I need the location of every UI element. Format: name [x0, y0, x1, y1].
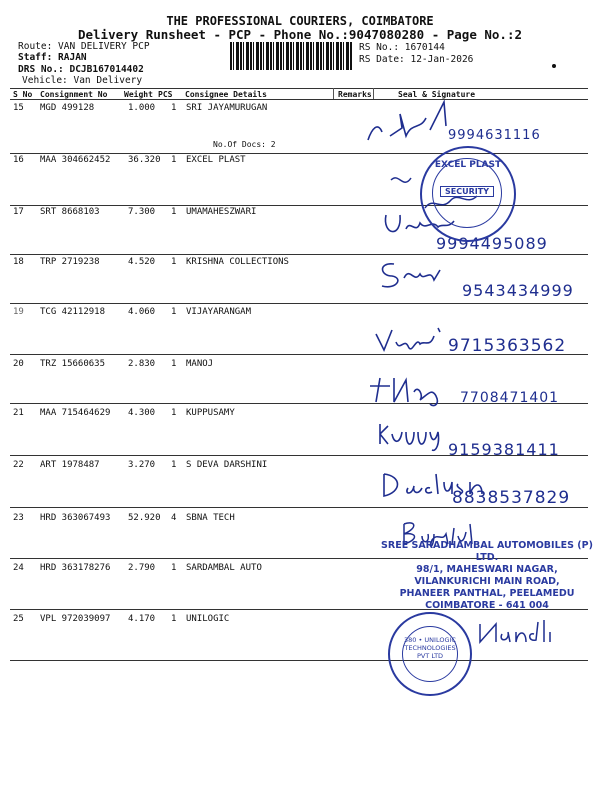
row-sno: 18	[13, 257, 24, 267]
row-sno: 20	[13, 359, 24, 369]
row-consignment: MAA 715464629	[40, 408, 111, 418]
signature-scribble-19	[372, 322, 452, 362]
row-sno: 25	[13, 614, 24, 624]
row-consignment: TRZ 15660635	[40, 359, 106, 369]
staff-label: Staff: RAJAN	[18, 52, 87, 63]
security-label: SECURITY	[440, 186, 494, 197]
row-consignment: HRD 363067493	[40, 513, 111, 523]
row-consignee: KRISHNA COLLECTIONS	[186, 257, 289, 267]
handwritten-phone-17: 9994495089	[436, 234, 548, 253]
saradhambal-city: COIMBATORE - 641 004	[425, 600, 549, 611]
row-pcs: 4	[171, 513, 177, 523]
excel-plast-stamp	[420, 146, 516, 242]
row-sno: 21	[13, 408, 24, 418]
mark-dot	[552, 64, 556, 68]
saradhambal-name: SREE SARADHAMBAL AUTOMOBILES (P) LTD.	[381, 540, 593, 563]
row-pcs: 1	[171, 307, 177, 317]
barcode	[230, 42, 352, 70]
company-title: THE PROFESSIONAL COURIERS, COIMBATORE	[166, 14, 434, 28]
row-weight: 36.320	[128, 155, 161, 165]
row-weight: 4.520	[128, 257, 156, 267]
signature-scribble-18	[374, 256, 454, 292]
row-weight: 4.060	[128, 307, 156, 317]
row-weight: 3.270	[128, 460, 156, 470]
table-row	[0, 100, 600, 154]
vehicle-label: Vehicle: Van Delivery	[22, 75, 143, 86]
col-consignee: Consignee Details	[185, 90, 267, 99]
row-weight: 4.170	[128, 614, 156, 624]
row-pcs: 1	[171, 460, 177, 470]
row-sno: 16	[13, 155, 24, 165]
row-consignment: SRT 8668103	[40, 207, 100, 217]
row-consignee: S DEVA DARSHINI	[186, 460, 268, 470]
signature-scribble-21	[374, 416, 454, 456]
row-consignee: UMAMAHESZWARI	[186, 207, 257, 217]
row-consignee: SBNA TECH	[186, 513, 235, 523]
row-sno: 15	[13, 103, 24, 113]
unilogic-stamp	[388, 612, 472, 696]
route-label: Route: VAN DELIVERY PCP	[18, 41, 150, 52]
row-consignee: SARDAMBAL AUTO	[186, 563, 262, 573]
handwritten-phone-22: 8838537829	[452, 488, 571, 508]
row-consignee: SRI JAYAMURUGAN	[186, 103, 268, 113]
row-consignment: MAA 304662452	[40, 155, 111, 165]
handwritten-phone-15: 9994631116	[448, 128, 541, 143]
row-sno: 22	[13, 460, 24, 470]
row-consignee: VIJAYARANGAM	[186, 307, 252, 317]
row-pcs: 1	[171, 103, 177, 113]
handwritten-phone-18: 9543434999	[462, 281, 574, 300]
col-remarks: Remarks	[338, 90, 372, 99]
row-pcs: 1	[171, 408, 177, 418]
row-consignee: KUPPUSAMY	[186, 408, 235, 418]
row-weight: 4.300	[128, 408, 156, 418]
rs-number: RS No.: 1670144	[359, 42, 445, 53]
signature-scribble-20	[366, 368, 456, 408]
signature-scribble-25	[470, 618, 560, 646]
row-consignment: TCG 42112918	[40, 307, 106, 317]
excel-plast-name: EXCEL PLAST	[434, 160, 502, 170]
row-consignee: EXCEL PLAST	[186, 155, 246, 165]
row-rule	[10, 660, 588, 661]
row-pcs: 1	[171, 257, 177, 267]
drs-number: DRS No.: DCJB167014402	[18, 64, 144, 75]
row-pcs: 1	[171, 207, 177, 217]
saradhambal-address-3: PHANEER PANTHAL, PEELAMEDU	[399, 588, 575, 599]
row-weight: 1.000	[128, 103, 156, 113]
row-consignment: VPL 972039097	[40, 614, 111, 624]
saradhambal-stamp	[376, 540, 598, 612]
row-sno: 23	[13, 513, 24, 523]
row-pcs: 1	[171, 155, 177, 165]
col-consignment: Consignment No	[40, 90, 108, 99]
table-top-rule	[10, 88, 588, 89]
col-weight: Weight	[124, 90, 153, 99]
col-pcs: PCS	[158, 90, 173, 99]
row-pcs: 1	[171, 614, 177, 624]
row-sno: 24	[13, 563, 24, 573]
row-weight: 2.830	[128, 359, 156, 369]
saradhambal-address-1: 98/1, MAHESWARI NAGAR,	[416, 564, 558, 575]
row-consignment: HRD 363178276	[40, 563, 111, 573]
row-weight: 7.300	[128, 207, 156, 217]
row-weight: 52.920	[128, 513, 161, 523]
row-sno: 19	[13, 307, 24, 317]
row-consignment: ART 1978487	[40, 460, 100, 470]
unilogic-ring-text: 380 • UNILOGIC TECHNOLOGIES PVT LTD	[404, 636, 456, 660]
handwritten-phone-19: 9715363562	[448, 336, 567, 356]
remarks-divider	[333, 88, 334, 99]
rs-date: RS Date: 12-Jan-2026	[359, 54, 474, 65]
row-pcs: 1	[171, 359, 177, 369]
row-consignee: UNILOGIC	[186, 614, 230, 624]
seal-divider	[373, 88, 374, 99]
handwritten-phone-20: 7708471401	[460, 390, 560, 406]
row-pcs: 1	[171, 563, 177, 573]
row-sno: 17	[13, 207, 24, 217]
row-weight: 2.790	[128, 563, 156, 573]
col-seal: Seal & Signature	[398, 90, 476, 99]
row-consignment: TRP 2719238	[40, 257, 100, 267]
row-consignee: MANOJ	[186, 359, 214, 369]
row-consignment: MGD 499128	[40, 103, 95, 113]
col-sno: S No	[13, 90, 33, 99]
runsheet-subtitle: Delivery Runsheet - PCP - Phone No.:9047080280 - Page No.:2	[77, 27, 522, 42]
saradhambal-address-2: VILANKURICHI MAIN ROAD,	[414, 576, 560, 587]
row-docs: No.Of Docs: 2	[213, 140, 276, 149]
handwritten-phone-21: 9159381411	[448, 440, 560, 459]
